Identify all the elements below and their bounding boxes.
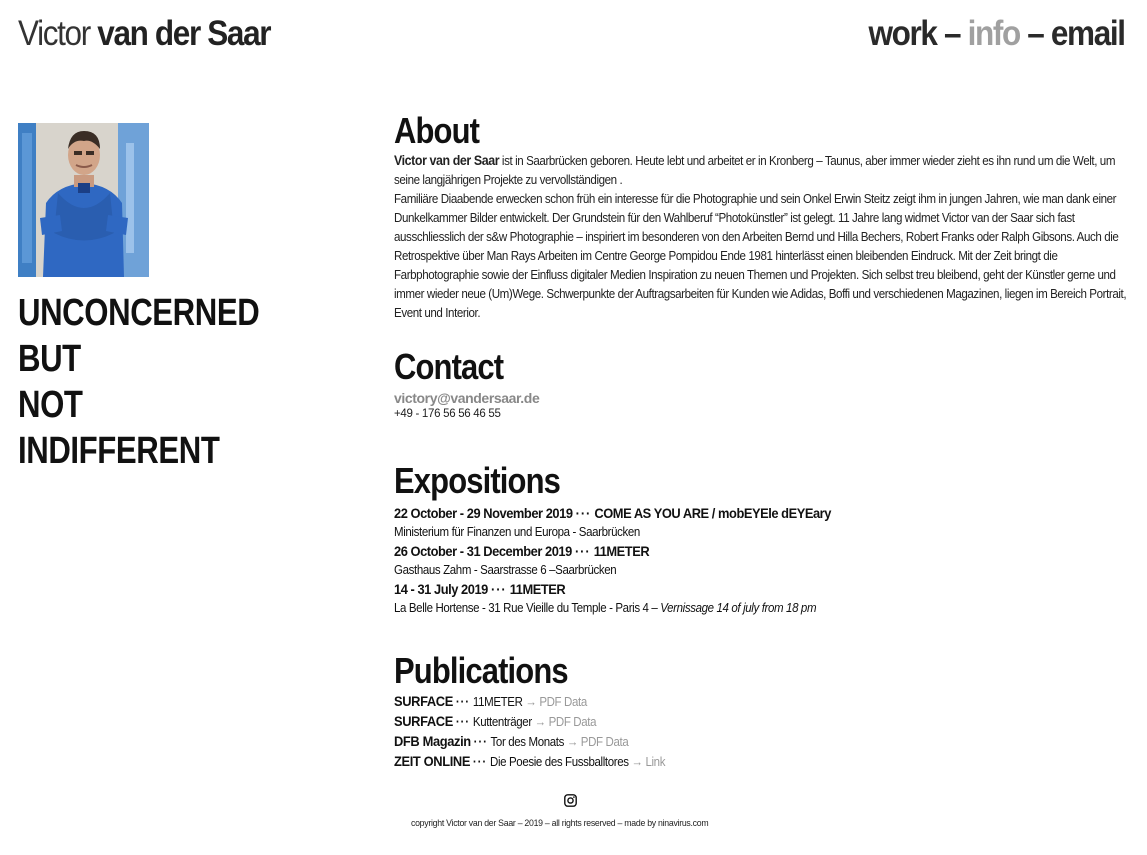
expositions-heading: Expositions [394,460,561,501]
dots-separator: ··· [490,581,507,597]
instagram-icon[interactable] [564,794,577,807]
exposition-date: 22 October - 29 November 2019 [394,505,573,521]
publication-item [394,752,665,772]
dots-separator: ··· [473,735,488,749]
exposition-date: 14 - 31 July 2019 [394,581,488,597]
exposition-title: COME AS YOU ARE / mobEYEle dEYEary [594,505,831,521]
about-name: Victor van der Saar [394,153,500,168]
about-section [394,110,1147,323]
publication-item [394,692,665,712]
contact-phone: +49 - 176 56 56 46 55 [394,408,501,420]
publication-name: ZEIT ONLINE [394,753,471,769]
publication-external-link[interactable]: → Link [631,755,666,769]
nav-separator: – [936,14,968,53]
exposition-title: 11METER [509,581,566,597]
contact-section [394,346,539,420]
exposition-item [394,580,831,599]
publication-title: Kuttenträger [472,715,532,729]
dots-separator: ··· [575,505,592,521]
publication-name: SURFACE [394,693,453,709]
dots-separator: ··· [574,543,591,559]
exposition-place [394,599,831,618]
about-intro: ist in Saarbrücken geboren. Heute lebt und arbeitet er in Kronberg – Taunus, aber immer wieder zieht es ihn rund um die Welt, um seine langjährigen Projekte zu vervollständigen . [394,154,1116,187]
tagline-line: BUT [18,338,81,380]
dots-separator: ··· [455,715,471,729]
portrait-photo [18,123,149,277]
publication-name: SURFACE [394,713,453,729]
publications-heading: Publications [394,650,568,691]
nav-info[interactable]: info [967,14,1021,53]
contact-heading: Contact [394,346,504,387]
tagline-line: NOT [18,384,83,426]
about-paragraph-2: Familiäre Diaabende erwecken schon früh ein interesse für die Photographie und sein Onkel Erwin Steitz zeigt ihm in jungen Jahren, wie man dank einer Dunkelkammer Bilder entwickelt. Der Grundstein für den Wahlberuf “Photokünstler” ist gelegt. 11 Jahre lang widmet Victor van der Saar sich fast ausschliesslich der s&w Photographie – inspiriert im besonderen von den Arbeiten Bernd und Hilla Bechers, Robert Franks oder Ralph Gibsons. Auch die Retrospektive über Man Rays Arbeiten im Centre George Pompidou Ende 1981 hinterlässt einen bleibenden Eindruck. Mit der Zeit bringt die Farbphotographie sowie der Einfluss digitaler Medien Inspiration zu neuen Themen und Projekten. Sich selbst treu bleibend, geht der Künstler gerne und immer wieder neue (Um)Wege. Schwerpunkte der Auftragsarbeiten für Kunden wie Adidas, Boffi und verschiedenen Magazinen, liegen im Bereich Portrait, Event und Interior. [394,192,1127,320]
publication-pdf-link[interactable]: → PDF Data [566,735,629,749]
instagram-glyph [564,794,577,807]
publications-section [394,650,689,772]
about-paragraph-1 [394,151,1130,190]
exposition-place: Ministerium für Finanzen und Europa - Saarbrücken [394,525,640,539]
portrait-illustration [18,123,149,277]
nav-work[interactable]: work [868,14,937,53]
exposition-place-text: La Belle Hortense - 31 Rue Vieille du Temple - Paris 4 – [394,601,661,615]
exposition-title: 11METER [593,543,650,559]
publication-title: Tor des Monats [490,735,565,749]
publication-pdf-link[interactable]: → PDF Data [525,695,587,709]
about-heading: About [394,110,480,151]
site-title-first: Victor [18,14,90,53]
publication-title: 11METER [472,695,523,709]
exposition-date: 26 October - 31 December 2019 [394,543,572,559]
publication-item [394,732,665,752]
exposition-item [394,504,831,523]
exposition-place: Gasthaus Zahm - Saarstrasse 6 –Saarbrücken [394,563,617,577]
dots-separator: ··· [472,755,488,769]
expositions-section [394,460,869,618]
publication-pdf-link[interactable]: → PDF Data [534,715,597,729]
publication-title: Die Poesie des Fussballtores [490,755,629,769]
exposition-item [394,542,831,561]
about-text [394,151,1130,323]
tagline [18,290,259,474]
dots-separator: ··· [455,695,471,709]
tagline-line: INDIFFERENT [18,430,220,472]
publication-name: DFB Magazin [394,733,471,749]
site-title[interactable] [18,14,270,54]
tagline-line: UNCONCERNED [18,292,260,334]
exposition-note: Vernissage 14 of july from 18 pm [660,601,817,615]
nav-separator: – [1020,14,1052,53]
publication-item [394,712,665,732]
nav-email[interactable]: email [1051,14,1125,53]
main-nav [869,14,1125,54]
site-title-last: van der Saar [97,14,271,53]
contact-email-link[interactable]: victory@vandersaar.de [394,390,540,406]
footer-copyright: copyright Victor van der Saar – 2019 – all rights reserved – made by ninavirus.com [411,818,709,829]
